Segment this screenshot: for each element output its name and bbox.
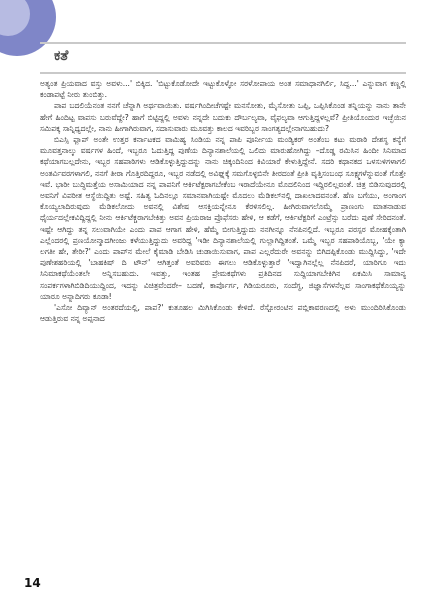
paragraph: ಪಾಪ ಬದಲಿಯೆನಂತ ನನಗೆ ಚೆನ್ನಾಗಿ ಅರ್ಥವಾಯಿತು. ವರ್ಷಗಿಂದೀಚೆಗಷ್ಟೇ ಮನಸೋತು, ಮೈಸೋತು ಒಪ್ಪಿ, ಒಪ್ಪಿಸಿಕೊಂಡ ತನ್ನಿಯನ್ನು ನಾನು ತಾನೇ ಹೇಗೆ ಹಿಂದಿಟ್ಟ ವಾಪಸು ಬರುವೆದ್ದೇ? ಹಾಗೆ ಬಿಟ್ಟಿದ್ದಲ್ಲಿ ಅವಳು ನನ್ನದೇ ಬದುಕು ದೌರ್ಬಲ್ಯವಾ, ವೈಫಲ್ಯವಾ ಆಗುತ್ತಿದ್ದಳಲ್ಲವೆ? ಪ್ರೀತಿಯೊಂದುರ ಇಚ್ಛೆಯಿನ ಸಮಿಪಕ್ಕ ಸಾನ್ನಿಧ್ಯದಲ್ಲೇ, ನಾನು ಹೀಗಾಗಿರುವಾಗ, ಸದಾಸುವಾರು ಮೂವತ್ತು ಕಾಲದ ಇವರಿಬ್ಬರ ಸಾಂಗತ್ಯದಲ್ಲೇನಾಗಬಹುದು? (40, 101, 406, 133)
article-body (40, 78, 406, 324)
section-label: ಕತೆ (54, 48, 69, 64)
corner-decoration-inner (0, 0, 30, 36)
paragraph: 'ಎಸೋ ದಿವ್ಯಾನ್ ಅಂತರದೆಯಲ್ಲಿ, ಪಾಪ?' ಕುತೂಹಲ ಮಿಗಿಸಿಕೊಂಡು ಕೇಳಿದೆ. ರೆಸ್ಟೋರಂಟಿನ ಪಬ್ಲಿಕಾವರಣದಲ್ಲಿ ಅಳು ಮುಂದಿರಿಸಿಕೊಂಡು ಆಡುತ್ತಿರುವ ನನ್ನ ಅಪ್ಪನಾದ (40, 303, 406, 324)
page-number: 14 (24, 576, 41, 590)
paragraph: ಬಿಎಸ್ಸಿ ಫ್ಲಾಪ್ ಅಂತೇ ಉತ್ತರ ಕರ್ನಾಟಕದ ವಾಮಿಹ್ಯ ಸಿಂಡಿಯ ನನ್ನ ಪಾಪಿ ಪೂರ್ನೀಯ ಮಂಡ್ಯಿಕರ್ ಅಂತೆಂಬ ಕಟು ಮರಾಠಿ ದೇಶಸ್ಥ ಕನ್ಯೆಗೆ ಮೂವತ್ತನಾಲ್ಕು ವರ್ಷಗಳ ಹಿಂದೆ, ಇಬ್ಬರೂ ಓದುತ್ತಿದ್ದ ಪುಣೆಯ ದಿನ್ಯಾನಶಾಲೆಯಲ್ಲಿ ಒಲಿದು ಮಾರುಹೋಗಿದ್ದು –ದೊಡ್ಡ ರಮಿಸಿನ ಹಿಂದೀ ಸಿನಿಮಾದ ಕಥೆಯಾಗಬಲ್ಲದೇನು, ಇಬ್ಬರ ಸಹಪಾಠಿಗಳು ಆಡಿಕೊಳ್ಳುತ್ತಿದ್ದುದನ್ನು ನಾನು ಚಿಕ್ಕಂದಿನಿಂದ ಕಿವಿಯಾರೆ ಕೇಳುತ್ತಿದ್ದೇನೆ. ಸದರಿ ಕಥಾನಕದ ಒಳಸುಳಿಗಳಾಗಲಿ ಅಂತರ್ವಿವರಗಳಾಗಲಿ, ನನಗೆ ತೀರಾ ಗೊತ್ತಿರದಿದ್ದರೂ, ಇಬ್ಬರ ನಡೆದಲ್ಲಿ ಅವಿಘ್ನಕ್ಕೆ ಸಮಗೊಳ್ಳಬಿನೇ ತೀರದಂತೆ ಪ್ರೀತಿ ವೃತ್ತಿಸಂಬಂಧ ಸೂಕ್ಷ್ಮಗಳೆನ್ನುವಂತೆ ಗೊತ್ತೇ ಇವೆ. ಭಾರೀ ಬುದ್ಧಿಮತ್ತೆಯ ಅಸಾಮಿಯಾದ ನನ್ನ ಪಾಪನಿಗೆ ಆರ್ಕಿಟೆಕ್ಟರಾಗಬೇಕೆಂಬ ಇರಾದೆಯೇನೂ ಮೊದಲಿನಿಂದ ಇದ್ದಿರಲಿಲ್ಲವಂತೆ. ಚಿತ್ರ ಬಿಡಿಸುವುದರಲ್ಲಿ ಅವನಿಗೆ ವಿಪರೀತ ಆಸ್ಥೆಯಿದ್ದಿತು ಅಷ್ಟೆ. ಸಹಿತ್ಯ ಓದಿನಲ್ಲೂ ಸಮಾನವಾಗಿಯಷ್ಟೇ ಮೊದಲು ಮೆಡಿಕಲ್‌ನಲ್ಲಿ ದಾಖಲಾದವನಂತೆ. ಹೆಣ ಬಗೆಯು, ಅಂಗಾಂಗ ಕೊಯ್ಯಲಾದಿರುವುದು ಮೆಡಿಕಲೋದು ಅವನಲ್ಲಿ ವಿಶೇಷ ಆಸಕ್ತಿಯನ್ನೇನೂ ಕೆರಳಿಸಲಿಲ್ಲ. ಹೀಗಿರುವಾಗಲೊಮ್ಮೆ ಪ್ರಾಣಂಗು ಮಾತನಾಡುವ ಧೈರ್ಯದಲ್ಲೇಕವಿದ್ದಿದ್ದಲ್ಲಿ ನೀನು ಆರ್ಕಿಟೆಕ್ಚರಾಗಬೇಕಿತ್ತು ಅವನ ಪ್ರಿಯರಾಜ ಪ್ರೊಫೆಸರು ಹೇಳಿ, ಆ ಕಡೆಗೆ, ಆರ್ಕಿಟೆಕ್ಟರಿಗೆ ಎಂಟ್ರೆನ್ಸು ಬರೆದು ಪುಣೆ ಸೇರಿದನಂತೆ. ಇಷ್ಟೇ ಆಗಿದ್ದು ತನ್ನ ಸಲುವಾಗಿಯೇ ಎಂದು ಪಾಪ ಆಗಾಗ ಹೇಳಿ, ಹೆಮ್ಮೆ ಬೀಗುತ್ತಿದ್ದುದು ನನಗೀನ್ನೂ ನೆನಪಿನಲ್ಲಿದೆ. ಇಬ್ಬರೂ ಪರಸ್ಪರ ಮೋಹಕ್ಕೆಂತಾಗಿ ಎಲ್ಲೆಂದರಲ್ಲಿ ಪ್ರಣಯೋನ್ಮಾದಗೀಂಜು ಕಳೆಯುತ್ತಿದ್ದುದು ಅವರಿದ್ದ 'ಇಡೀ ದಿನ್ಯಾನಶಾಲೆಯಲ್ಲಿ ಗುಲ್ಲಾಗಿದ್ದಿತಂತೆ. ಒಮ್ಮೆ ಇಬ್ಬರ ಸಹಪಾಠಿಯೊಬ್ಬ, 'ಯೇ ಕ್ಯಾ ಲಗತೀ ಹೇ, ತೇರೀ?' ಎಂದು ಪಾಪ್‌ನ ಮೇಲೆ ಕೈಮಾಡಿ ಬೇಡಿಸಿ ಚುಡಾಯಿಸುವಾಗ, ಪಾಪ ಎಲ್ಲರೆದುರೇ ಅವನನ್ನು ಬಿಗಿದಪ್ಪಿಕೊಂಡು ಮುದ್ದಿಸಿದ್ದು, 'ಇದೇ ಪುಣೇಶಹರಿಯಲ್ಲಿ 'ಬಾಹಕಿಷ್ ದಿ ಟೌನ್' ಆಗಿತ್ತಂತೆ ಅವರಿವರು ಈಗಲು ಆಡಿಕೊಳ್ಳುತ್ತಾರೆ 'ಇದ್ವಾಗಿನಲ್ಲೆಲ್ಲ ನೆನಪಿದರೆ, ಯಾರಿಗೂ ಇದು ಸಿನಿಮಾಕಥೆಯೆಂತಲೇ ಅನ್ನಿಸಬಹುದು. ಇವತ್ತು, ಇಂತಹ ಪ್ರೇಮಕಥೆಗಳು ಪ್ರತಿದಿನದ ಸುದ್ದಿಯಾಗಬೇಕಿಗಿನ ಏಕಮಿಸಿ ಸಾಮಾನ್ಯ ಸಂಪರ್ಕಗಳಾಗಿಬಿಡಿದಿಯುದ್ದಿಂದ, ಇದನ್ನು ವಿಚಿತ್ರವೆಂದರೇ– ಬದಣೆ, ಕಾರ್ಪೊರ್ಗ, ಗಿಡಿಯರೂರು, ಸಂದೆಗ್ಧ, ಜಿಜ್ಞಾಸೆಗಳನೆಲ್ಲವ ಸಾಂಗಾಕಥೆಕೊಯ್ಯನ್ನು ಯಾರೂ ಅನ್ನಾದಿಗರು ಕೂಡಾ! (40, 135, 406, 301)
section-header (40, 42, 406, 74)
paragraph: ಅತ್ಯಂತ ಪ್ರಿಯವಾದ ವಸ್ತು ಅವಳು...' ಬಿಕ್ಕಿದ. 'ಬಿಟ್ಟುಕೊಡೋದೇ ಇಟ್ಟುಕೊಳ್ಳೋ ಸರಳೋಪಾಯ ಅಂತ ಸಮಾಧಾನಗಿರ್ಲಿ, ಸಿದ್ದ...' ಎನ್ನುವಾಗ ಕಣ್ಣಲ್ಲಿ ಕಂಡಾಪಟ್ಟೆ ನೀರು ತುಂಬಿತ್ತು. (40, 79, 406, 100)
